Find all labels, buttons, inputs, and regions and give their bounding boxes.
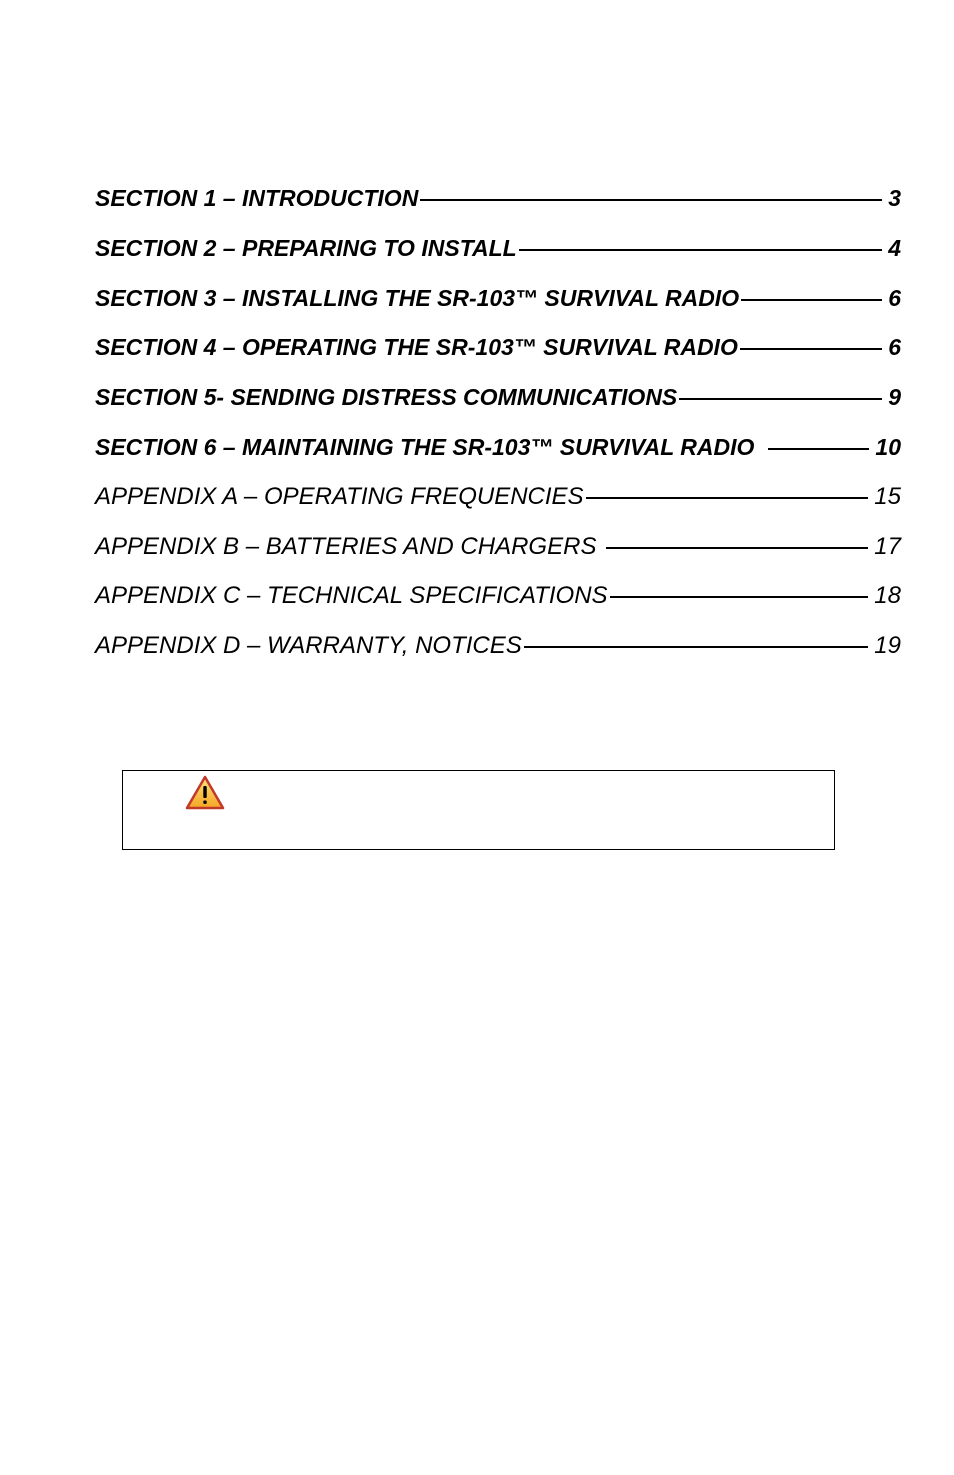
toc-leader-line <box>586 497 869 499</box>
toc-leader-line <box>606 547 868 549</box>
toc-leader-line <box>519 249 882 251</box>
toc-entry-page: 3 <box>888 185 901 211</box>
toc-entry-label: APPENDIX C – TECHNICAL SPECIFICATIONS <box>95 582 608 610</box>
toc-entry-label: APPENDIX B – BATTERIES AND CHARGERS <box>95 532 597 560</box>
table-of-contents <box>95 180 901 678</box>
toc-leader-line <box>740 348 882 350</box>
toc-entry-label: SECTION 6 – MAINTAINING THE SR-103™ SURVIVAL RADIO <box>95 433 755 460</box>
toc-leader-line <box>610 596 869 598</box>
toc-entry-appendix-d[interactable] <box>95 628 901 678</box>
toc-entry-appendix-c[interactable] <box>95 578 901 628</box>
toc-entry-page: 18 <box>874 582 901 610</box>
toc-leader-line <box>420 199 882 201</box>
toc-entry-section-4[interactable] <box>95 329 901 379</box>
toc-entry-page: 6 <box>888 284 901 311</box>
toc-entry-section-3[interactable] <box>95 280 901 330</box>
toc-entry-section-6[interactable] <box>95 429 901 479</box>
toc-entry-page: 10 <box>875 433 901 460</box>
toc-leader-line <box>741 299 882 301</box>
toc-entry-page: 17 <box>874 532 901 560</box>
toc-entry-label: SECTION 1 – INTRODUCTION <box>95 185 419 211</box>
toc-entry-page: 9 <box>888 384 901 411</box>
toc-entry-label: SECTION 4 – OPERATING THE SR-103™ SURVIVAL RADIO <box>95 334 738 361</box>
toc-entry-page: 19 <box>874 632 901 660</box>
toc-entry-page: 6 <box>888 334 901 361</box>
warning-icon <box>185 775 225 811</box>
toc-entry-label: SECTION 5- SENDING DISTRESS COMMUNICATIONS <box>95 384 678 411</box>
toc-entry-section-5[interactable] <box>95 379 901 429</box>
warning-notice-box <box>122 770 835 850</box>
toc-entry-label: APPENDIX A – OPERATING FREQUENCIES <box>95 482 584 510</box>
toc-entry-appendix-a[interactable] <box>95 479 901 529</box>
toc-entry-section-1[interactable] <box>95 180 901 230</box>
toc-entry-appendix-b[interactable] <box>95 529 901 579</box>
toc-entry-label: APPENDIX D – WARRANTY, NOTICES <box>95 632 522 660</box>
toc-leader-line <box>768 448 869 450</box>
toc-entry-page: 15 <box>874 482 901 510</box>
toc-entry-page: 4 <box>888 234 901 261</box>
toc-leader-line <box>524 646 869 648</box>
toc-leader-line <box>679 398 882 400</box>
toc-entry-label: SECTION 3 – INSTALLING THE SR-103™ SURVIVAL RADIO <box>95 284 740 311</box>
toc-entry-section-2[interactable] <box>95 230 901 280</box>
toc-entry-label: SECTION 2 – PREPARING TO INSTALL <box>95 234 517 261</box>
